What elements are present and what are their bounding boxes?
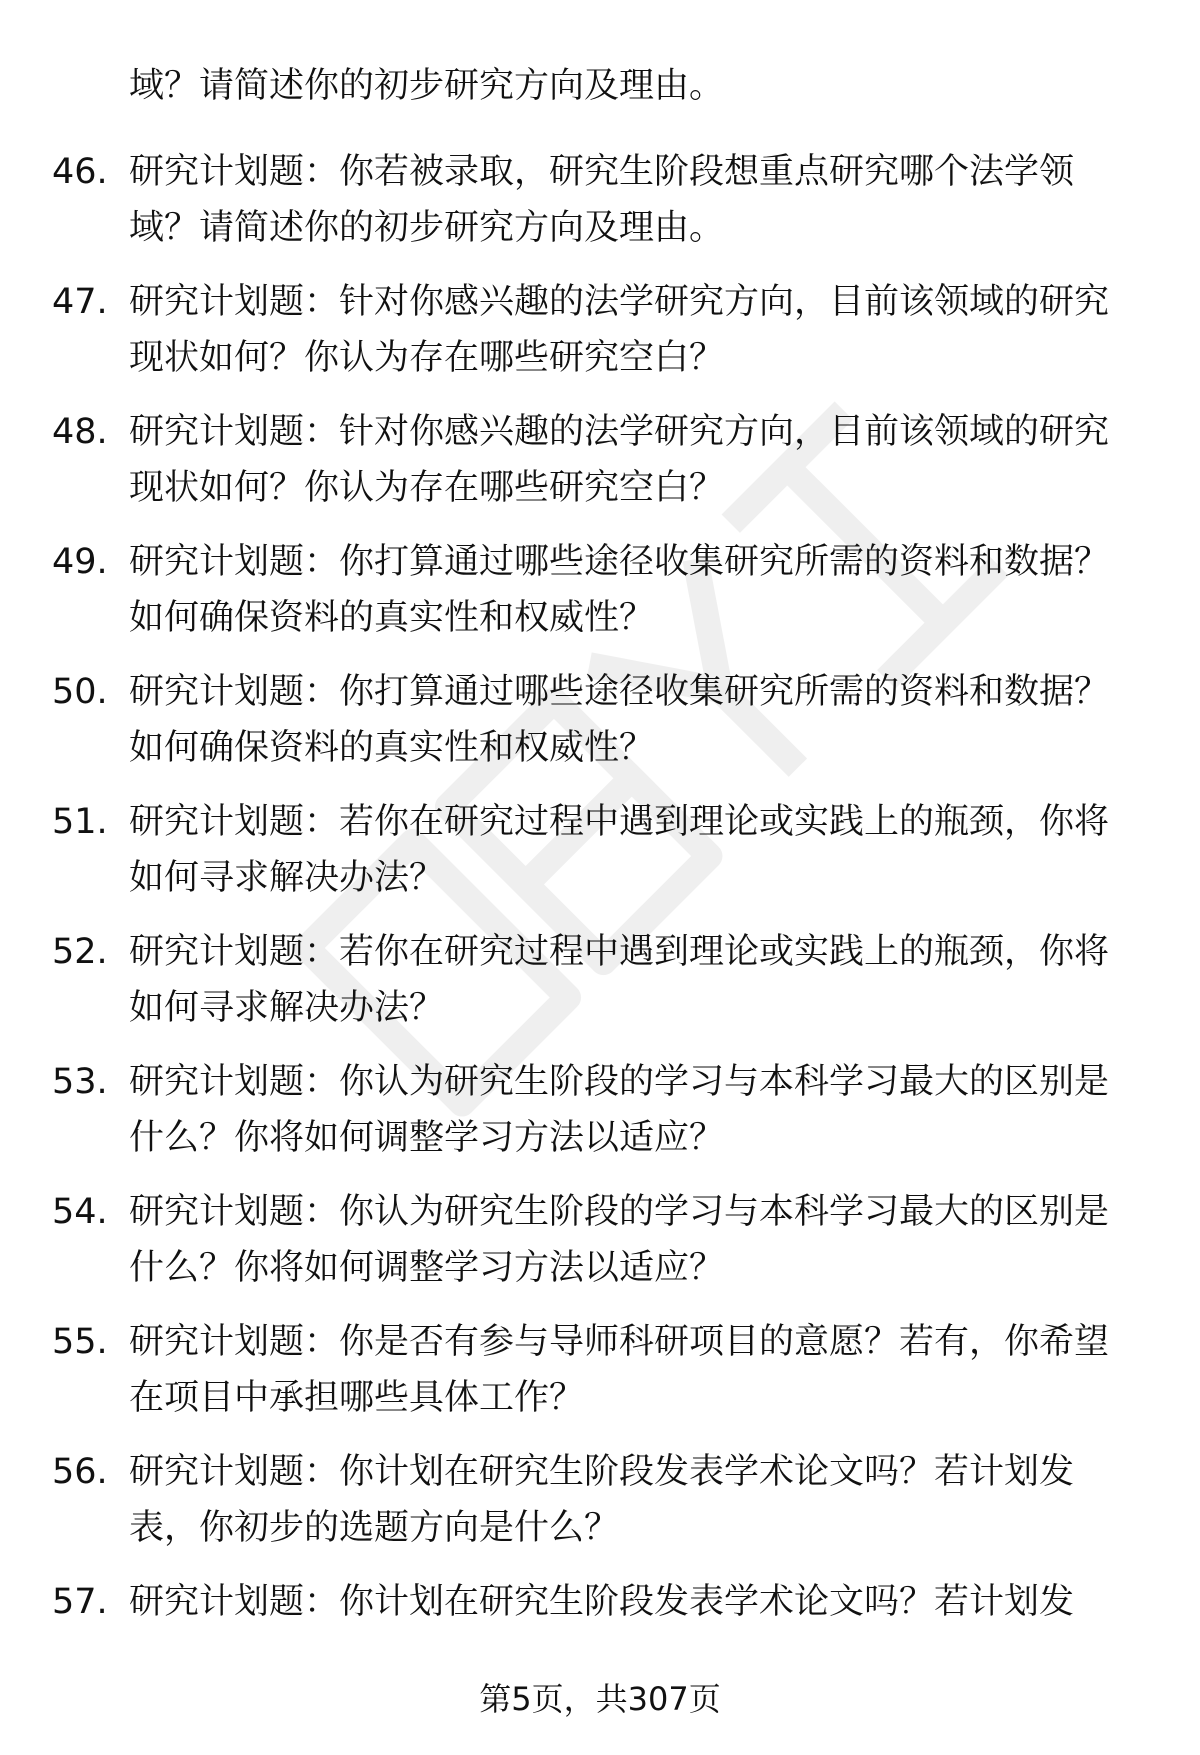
question-text: 研究计划题：针对你感兴趣的法学研究方向，目前该领域的研究 现状如何？你认为存在哪些研究空白？ — [129, 412, 1110, 508]
question-text: 研究计划题：你认为研究生阶段的学习与本科学习最大的区别是 什么？你将如何调整学习方法以适应？ — [129, 1062, 1110, 1158]
question-item — [0, 274, 1200, 404]
question-number: 51. — [52, 802, 108, 842]
question-item — [0, 1314, 1200, 1444]
question-number: 49. — [52, 542, 108, 582]
question-text: 研究计划题：你计划在研究生阶段发表学术论文吗？若计划发 — [129, 1582, 1075, 1622]
question-item — [0, 1444, 1200, 1574]
question-text: 研究计划题：针对你感兴趣的法学研究方向，目前该领域的研究 现状如何？你认为存在哪些研究空白？ — [129, 282, 1110, 378]
question-text: 研究计划题：若你在研究过程中遇到理论或实践上的瓶颈，你将 如何寻求解决办法？ — [129, 802, 1110, 898]
question-text: 研究计划题：你认为研究生阶段的学习与本科学习最大的区别是 什么？你将如何调整学习方法以适应？ — [129, 1192, 1110, 1288]
question-number: 55. — [52, 1322, 108, 1362]
question-item — [0, 794, 1200, 924]
continuation-text: 域？请简述你的初步研究方向及理由。 — [129, 66, 725, 106]
question-number: 46. — [52, 152, 108, 192]
question-number: 48. — [52, 412, 108, 452]
question-item — [0, 1184, 1200, 1314]
question-number: 56. — [52, 1452, 108, 1492]
question-item — [0, 1054, 1200, 1184]
question-item — [0, 534, 1200, 664]
question-number: 47. — [52, 282, 108, 322]
page-number-footer: 第5页，共307页 — [479, 1680, 721, 1718]
question-text: 研究计划题：你打算通过哪些途径收集研究所需的资料和数据？ 如何确保资料的真实性和权威性？ — [129, 542, 1110, 638]
question-text: 研究计划题：你打算通过哪些途径收集研究所需的资料和数据？ 如何确保资料的真实性和权威性？ — [129, 672, 1110, 768]
question-text: 研究计划题：你是否有参与导师科研项目的意愿？若有，你希望 在项目中承担哪些具体工作？ — [129, 1322, 1110, 1418]
question-item — [0, 924, 1200, 1054]
question-text: 研究计划题：你计划在研究生阶段发表学术论文吗？若计划发 表，你初步的选题方向是什么？ — [129, 1452, 1075, 1548]
question-number: 52. — [52, 932, 108, 972]
question-item — [0, 664, 1200, 794]
question-item — [0, 144, 1200, 274]
question-text: 研究计划题：若你在研究过程中遇到理论或实践上的瓶颈，你将 如何寻求解决办法？ — [129, 932, 1110, 1028]
question-list — [0, 144, 1200, 1704]
question-number: 53. — [52, 1062, 108, 1102]
question-number: 50. — [52, 672, 108, 712]
question-number: 57. — [52, 1582, 108, 1622]
question-number: 54. — [52, 1192, 108, 1232]
question-item — [0, 404, 1200, 534]
question-text: 研究计划题：你若被录取，研究生阶段想重点研究哪个法学领 域？请简述你的初步研究方向及理由。 — [129, 152, 1075, 248]
